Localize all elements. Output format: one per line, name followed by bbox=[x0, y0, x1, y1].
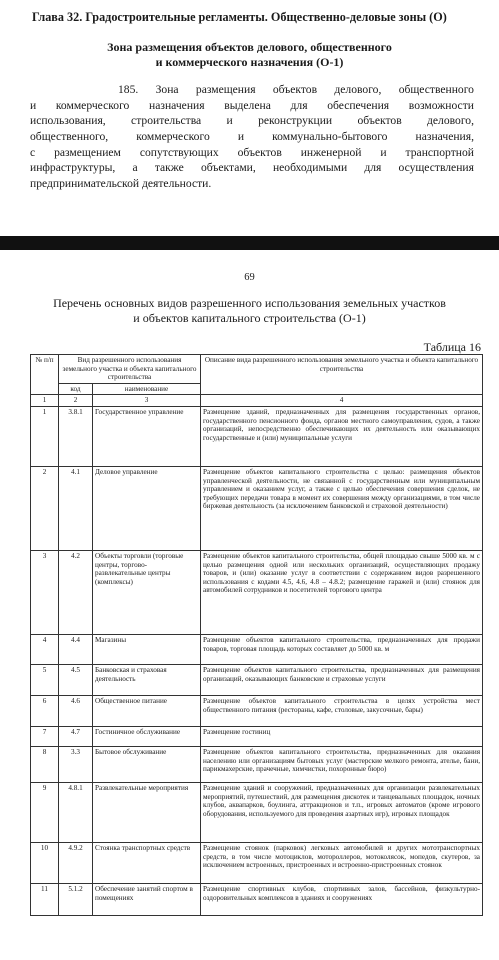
table-row bbox=[31, 883, 483, 915]
row-code: 5.1.2 bbox=[59, 883, 93, 915]
paragraph-word: и bbox=[380, 145, 387, 159]
table-body bbox=[31, 406, 483, 915]
row-description: Размещение зданий и сооружений, предназначенных для организации развлекательных мероприятий, путешествий, для размещения дискотек и танцевальных площадок, ночных клубов, аквапарков, боулинга, аттракционов и т.п., игровых автоматов (кроме игрового оборудования, используемого для проведения азартных игр), игровых площадок bbox=[201, 782, 483, 842]
paragraph-word: 185. bbox=[118, 83, 139, 96]
paragraph-word: назначения, bbox=[415, 130, 474, 144]
header-name: наименование bbox=[93, 383, 201, 395]
row-name: Деловое управление bbox=[93, 466, 201, 550]
paragraph-word: осуществления bbox=[398, 161, 474, 175]
paragraph-word: и bbox=[237, 130, 245, 144]
row-code: 3.3 bbox=[59, 746, 93, 782]
paragraph-word: коммунально-бытового bbox=[272, 130, 388, 144]
paragraph-word: обеспечения bbox=[327, 98, 390, 112]
table-row bbox=[31, 842, 483, 883]
paragraph-word: использования, bbox=[30, 114, 106, 128]
paragraph-line bbox=[30, 129, 474, 145]
row-code: 4.8.1 bbox=[59, 782, 93, 842]
paragraph-word: также bbox=[154, 161, 184, 175]
table-row bbox=[31, 550, 483, 634]
paragraph-word: объектов bbox=[272, 83, 318, 96]
table-row bbox=[31, 406, 483, 466]
paragraph-line bbox=[30, 160, 474, 176]
row-name: Обеспечение занятий спортом в помещениях bbox=[93, 883, 201, 915]
column-number-2: 2 bbox=[59, 395, 93, 407]
table-row bbox=[31, 746, 483, 782]
paragraph-word: размещением bbox=[54, 145, 121, 159]
paragraph-word: объектами, bbox=[200, 161, 256, 175]
row-description: Размещение объектов капитального строительства в целях устройства мест общественного питания (рестораны, кафе, столовые, закусочные, бары) bbox=[201, 695, 483, 726]
paragraph-word: общественного bbox=[398, 83, 474, 96]
paragraph-word: Зона bbox=[155, 83, 179, 96]
table-column-numbers-row bbox=[31, 395, 483, 407]
page-number: 69 bbox=[244, 272, 255, 283]
zone-title-line-1: Зона размещения объектов делового, общественного bbox=[107, 40, 392, 54]
row-number: 5 bbox=[31, 664, 59, 695]
row-description: Размещение стоянок (парковок) легковых автомобилей и других мототранспортных средств, в том числе мотоциклов, мотороллеров, мотоколясок, мопедов, скутеров, за исключением встроенных, пристроенных и встроенно-пристроенных стоянок bbox=[201, 842, 483, 883]
header-code: код bbox=[59, 383, 93, 395]
paragraph-word: а bbox=[132, 161, 138, 175]
row-code: 4.7 bbox=[59, 726, 93, 746]
paragraph-line bbox=[30, 98, 474, 114]
row-name: Бытовое обслуживание bbox=[93, 746, 201, 782]
row-number: 9 bbox=[31, 782, 59, 842]
page-upper bbox=[0, 0, 499, 236]
row-name: Банковская и страховая деятельность bbox=[93, 664, 201, 695]
row-code: 4.1 bbox=[59, 466, 93, 550]
row-code: 4.9.2 bbox=[59, 842, 93, 883]
paragraph-word: делового, bbox=[334, 83, 382, 96]
header-number: № п/п bbox=[31, 355, 59, 395]
paragraph-word: объектов bbox=[237, 145, 282, 159]
paragraph-word: размещения bbox=[195, 83, 256, 96]
row-description: Размещение объектов капитального строительства, предназначенных для размещения организаций, оказывающих банковские и страховые услуги bbox=[201, 664, 483, 695]
row-description: Размещение объектов капитального строительства, предназначенных для оказания населению или организациям бытовых услуг (мастерские мелкого ремонта, ателье, бани, парикмахерские, прачечные, химчистки, похоронные бюро) bbox=[201, 746, 483, 782]
paragraph-word: выделена bbox=[224, 98, 271, 112]
paragraph-word: необходимыми bbox=[272, 161, 348, 175]
paragraph-word: с bbox=[30, 145, 36, 159]
row-code: 4.6 bbox=[59, 695, 93, 726]
table-row bbox=[31, 695, 483, 726]
paragraph-word: и bbox=[226, 114, 233, 128]
paragraph-word: для bbox=[364, 161, 382, 175]
column-number-4: 4 bbox=[201, 395, 483, 407]
paragraph-line bbox=[30, 82, 474, 98]
paragraph-word: транспортной bbox=[405, 145, 474, 159]
table-title bbox=[0, 296, 499, 326]
row-name: Объекты торговли (торговые центры, торгово-развлекательные центры (комплексы) bbox=[93, 550, 201, 634]
row-code: 4.2 bbox=[59, 550, 93, 634]
row-description: Размещение объектов капитального строительства с целью: размещения объектов управленческой деятельности, не связанной с государственным или муниципальным управлением и оказанием услуг, а также с целью обеспечения совершения сделок, не требующих передачи товара в момент их совершения между организациями, в том числе биржевая деятельность (за исключением банковской и страховой деятельности) bbox=[201, 466, 483, 550]
table-row bbox=[31, 634, 483, 664]
paragraph-word: назначения bbox=[149, 98, 205, 112]
row-number: 10 bbox=[31, 842, 59, 883]
row-description: Размещение зданий, предназначенных для размещения государственных органов, государственного пенсионного фонда, органов местного самоуправления, судов, а также организаций, непосредственно обеспечивающих их деятельность или оказывающих государственные и (или) муниципальные услуги bbox=[201, 406, 483, 466]
row-description: Размещение гостиниц bbox=[201, 726, 483, 746]
table-row bbox=[31, 664, 483, 695]
column-number-3: 3 bbox=[93, 395, 201, 407]
row-number: 11 bbox=[31, 883, 59, 915]
table-row bbox=[31, 782, 483, 842]
row-number: 7 bbox=[31, 726, 59, 746]
paragraph-word: реконструкции bbox=[258, 114, 333, 128]
paragraph-word: инженерной bbox=[300, 145, 362, 159]
table-header-row bbox=[31, 355, 483, 384]
table-title-line-1: Перечень основных видов разрешенного использования земельных участков bbox=[53, 296, 446, 310]
paragraph-word: сопутствующих bbox=[139, 145, 219, 159]
land-use-table bbox=[30, 354, 483, 916]
row-code: 4.5 bbox=[59, 664, 93, 695]
paragraph-word: коммерческого bbox=[136, 130, 210, 144]
paragraph-word: коммерческого bbox=[55, 98, 130, 112]
paragraph-word: возможности bbox=[408, 98, 474, 112]
row-number: 2 bbox=[31, 466, 59, 550]
paragraph-word: строительства bbox=[131, 114, 202, 128]
row-name: Развлекательные мероприятия bbox=[93, 782, 201, 842]
row-number: 8 bbox=[31, 746, 59, 782]
paragraph-line bbox=[30, 176, 474, 192]
row-description: Размещение спортивных клубов, спортивных залов, бассейнов, физкультурно-оздоровительных комплексов в зданиях и сооружениях bbox=[201, 883, 483, 915]
header-description: Описание вида разрешенного использования земельного участка и объекта капитального строительства bbox=[201, 355, 483, 395]
row-name: Общественное питание bbox=[93, 695, 201, 726]
row-number: 4 bbox=[31, 634, 59, 664]
page-separator bbox=[0, 236, 499, 250]
column-number-1: 1 bbox=[31, 395, 59, 407]
paragraph-word: общественного, bbox=[30, 130, 109, 144]
row-name: Государственное управление bbox=[93, 406, 201, 466]
row-code: 3.8.1 bbox=[59, 406, 93, 466]
row-description: Размещение объектов капитального строительства, предназначенных для продажи товаров, торговая площадь которых составляет до 5000 кв. м bbox=[201, 634, 483, 664]
row-name: Магазины bbox=[93, 634, 201, 664]
table-title-line-2: и объектов капитального строительства (О-1) bbox=[133, 311, 366, 325]
zone-title-line-2: и коммерческого назначения (О-1) bbox=[155, 55, 344, 69]
zone-description-paragraph bbox=[30, 82, 474, 192]
table-label: Таблица 16 bbox=[423, 340, 481, 354]
chapter-title: Глава 32. Градостроительные регламенты. Общественно-деловые зоны (О) bbox=[32, 10, 447, 24]
header-kind: Вид разрешенного использования земельного участка и объекта капитального строительства bbox=[59, 355, 201, 384]
row-name: Стоянка транспортных средств bbox=[93, 842, 201, 883]
paragraph-word: для bbox=[290, 98, 308, 112]
paragraph-word: делового, bbox=[427, 114, 474, 128]
row-description: Размещение объектов капитального строительства, общей площадью свыше 5000 кв. м с целью размещения одной или нескольких организаций, осуществляющих продажу товаров, и (или) оказание услуг в соответствии с содержанием видов разрешенного использования с кодами 4.5, 4.6, 4.8 – 4.8.2; размещение гаражей и (или) стоянок для автомобилей сотрудников и посетителей торгового центра bbox=[201, 550, 483, 634]
row-name: Гостиничное обслуживание bbox=[93, 726, 201, 746]
table-row bbox=[31, 726, 483, 746]
row-number: 1 bbox=[31, 406, 59, 466]
paragraph-word: объектов bbox=[357, 114, 402, 128]
paragraph-line bbox=[30, 145, 474, 161]
paragraph-line bbox=[30, 113, 474, 129]
row-number: 6 bbox=[31, 695, 59, 726]
paragraph-word: предпринимательской деятельности. bbox=[30, 177, 212, 191]
table-row bbox=[31, 466, 483, 550]
row-number: 3 bbox=[31, 550, 59, 634]
paragraph-word: инфраструктуры, bbox=[30, 161, 116, 175]
paragraph-word: и bbox=[30, 98, 37, 112]
row-code: 4.4 bbox=[59, 634, 93, 664]
